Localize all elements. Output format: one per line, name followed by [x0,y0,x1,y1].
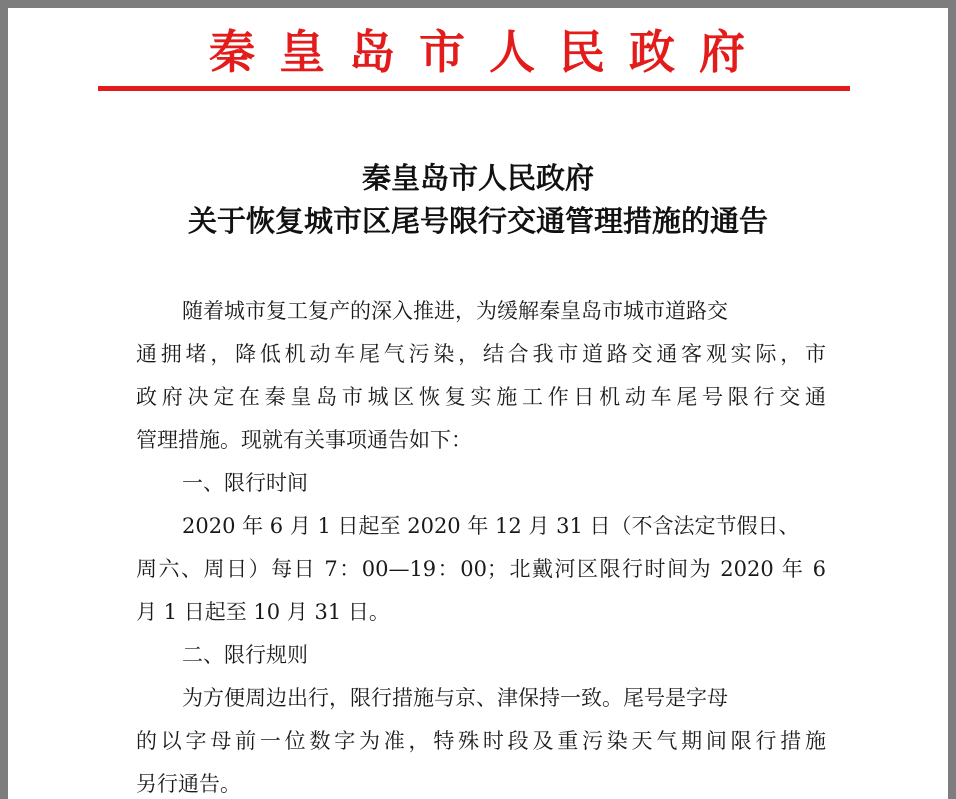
intro-line-1: 随着城市复工复产的深入推进，为缓解秦皇岛市城市道路交 [182,299,728,323]
notice-title-line-2: 关于恢复城市区尾号限行交通管理措施的通告 [187,204,768,238]
section-1-line-1: 2020 年 6 月 1 日起至 2020 年 12 月 31 日（不含法定节假日、 [182,514,800,538]
section-2-heading: 二、限行规则 [182,643,308,667]
letterhead-red-rule [98,86,850,91]
intro-line-3: 政府决定在秦皇岛市城区恢复实施工作日机动车尾号限行交通 [136,385,826,409]
section-1-line-2: 周六、周日）每日 7：00—19：00；北戴河区限行时间为 2020 年 6 [136,557,826,581]
section-1-heading: 一、限行时间 [182,471,308,495]
intro-line-2: 通拥堵，降低机动车尾气污染，结合我市道路交通客观实际，市 [136,342,826,366]
section-2-line-1: 为方便周边出行，限行措施与京、津保持一致。尾号是字母 [182,686,728,710]
section-2-line-2: 的以字母前一位数字为准，特殊时段及重污染天气期间限行措施 [136,729,826,753]
section-2-line-3: 另行通告。 [136,772,241,796]
document-page [8,8,948,799]
letterhead-title: 秦皇岛市人民政府 [209,25,769,79]
notice-title-line-1: 秦皇岛市人民政府 [361,161,594,195]
intro-line-4: 管理措施。现就有关事项通告如下： [136,428,472,452]
section-1-line-3: 月 1 日起至 10 月 31 日。 [136,600,390,624]
